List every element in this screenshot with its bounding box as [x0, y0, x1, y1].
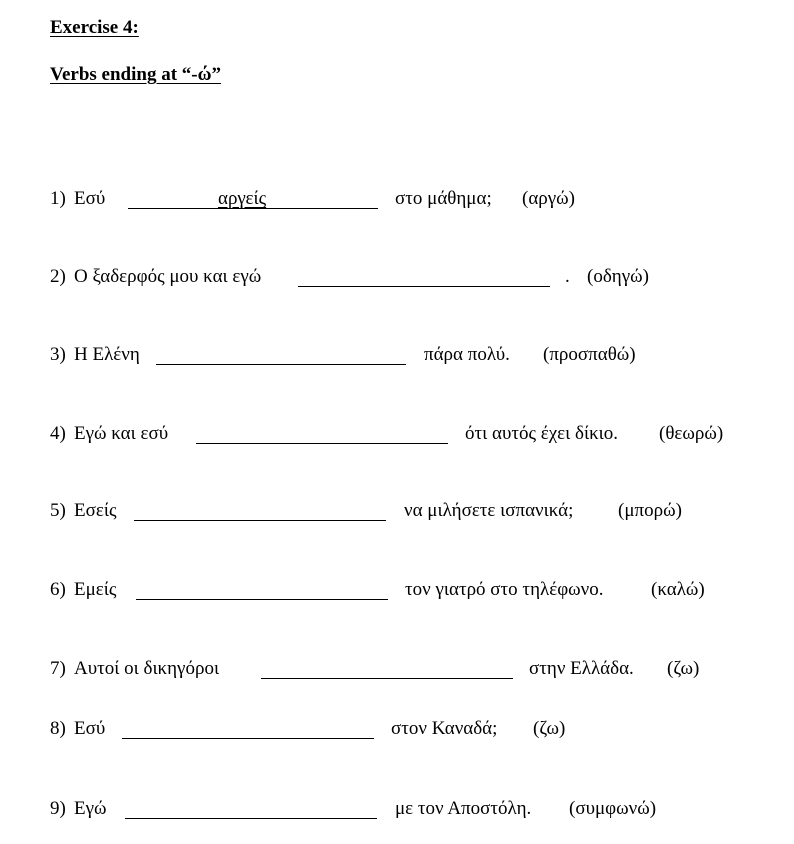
item-number: 9) — [50, 798, 66, 819]
item-number: 2) — [50, 266, 66, 287]
item-hint: (αργώ) — [522, 188, 575, 209]
answer-blank[interactable] — [156, 364, 406, 365]
item-rest: στην Ελλάδα. — [529, 658, 634, 679]
exercise-item — [0, 797, 794, 827]
item-number: 8) — [50, 718, 66, 739]
item-hint: (ζω) — [533, 718, 566, 739]
item-rest: στο μάθημα; — [395, 188, 492, 209]
exercise-subtitle: Verbs ending at “-ώ” — [50, 64, 222, 85]
exercise-item — [0, 717, 794, 747]
item-rest: . — [565, 266, 570, 287]
item-subject: Εγώ — [74, 798, 107, 819]
item-hint: (συμφωνώ) — [569, 798, 657, 819]
exercise-title: Exercise 4: — [50, 17, 139, 38]
item-number: 3) — [50, 344, 66, 365]
item-subject: Εσύ — [74, 188, 106, 209]
item-hint: (καλώ) — [651, 579, 705, 600]
answer-blank[interactable] — [298, 286, 550, 287]
answer-blank[interactable] — [136, 599, 388, 600]
item-rest: στον Καναδά; — [391, 718, 498, 739]
item-hint: (θεωρώ) — [659, 423, 724, 444]
answer-blank[interactable] — [261, 678, 513, 679]
item-subject: Η Ελένη — [74, 344, 140, 365]
item-rest: με τον Αποστόλη. — [395, 798, 532, 819]
item-hint: (μπορώ) — [618, 500, 682, 521]
exercise-item — [0, 187, 794, 217]
item-rest: πάρα πολύ. — [424, 344, 510, 365]
item-number: 4) — [50, 423, 66, 444]
item-subject: Εγώ και εσύ — [74, 423, 169, 444]
exercise-item — [0, 343, 794, 373]
item-number: 1) — [50, 188, 66, 209]
item-hint: (οδηγώ) — [587, 266, 649, 287]
item-subject: Αυτοί οι δικηγόροι — [74, 658, 220, 679]
item-hint: (ζω) — [667, 658, 700, 679]
item-subject: Εσύ — [74, 718, 106, 739]
item-subject: Εσείς — [74, 500, 117, 521]
exercise-item — [0, 499, 794, 529]
item-rest: ότι αυτός έχει δίκιο. — [465, 423, 619, 444]
item-number: 7) — [50, 658, 66, 679]
item-subject: Εμείς — [74, 579, 117, 600]
item-number: 5) — [50, 500, 66, 521]
exercise-item — [0, 265, 794, 295]
answer-blank[interactable] — [122, 738, 374, 739]
exercise-item — [0, 657, 794, 687]
answer-blank[interactable] — [125, 818, 377, 819]
item-rest: να μιλήσετε ισπανικά; — [404, 500, 574, 521]
answer-blank[interactable] — [196, 443, 448, 444]
item-number: 6) — [50, 579, 66, 600]
item-hint: (προσπαθώ) — [543, 344, 636, 365]
exercise-item — [0, 422, 794, 452]
exercise-item — [0, 578, 794, 608]
answer-text: αργείς — [218, 188, 267, 209]
answer-blank[interactable] — [134, 520, 386, 521]
item-rest: τον γιατρό στο τηλέφωνο. — [405, 579, 604, 600]
item-subject: Ο ξαδερφός μου και εγώ — [74, 266, 262, 287]
